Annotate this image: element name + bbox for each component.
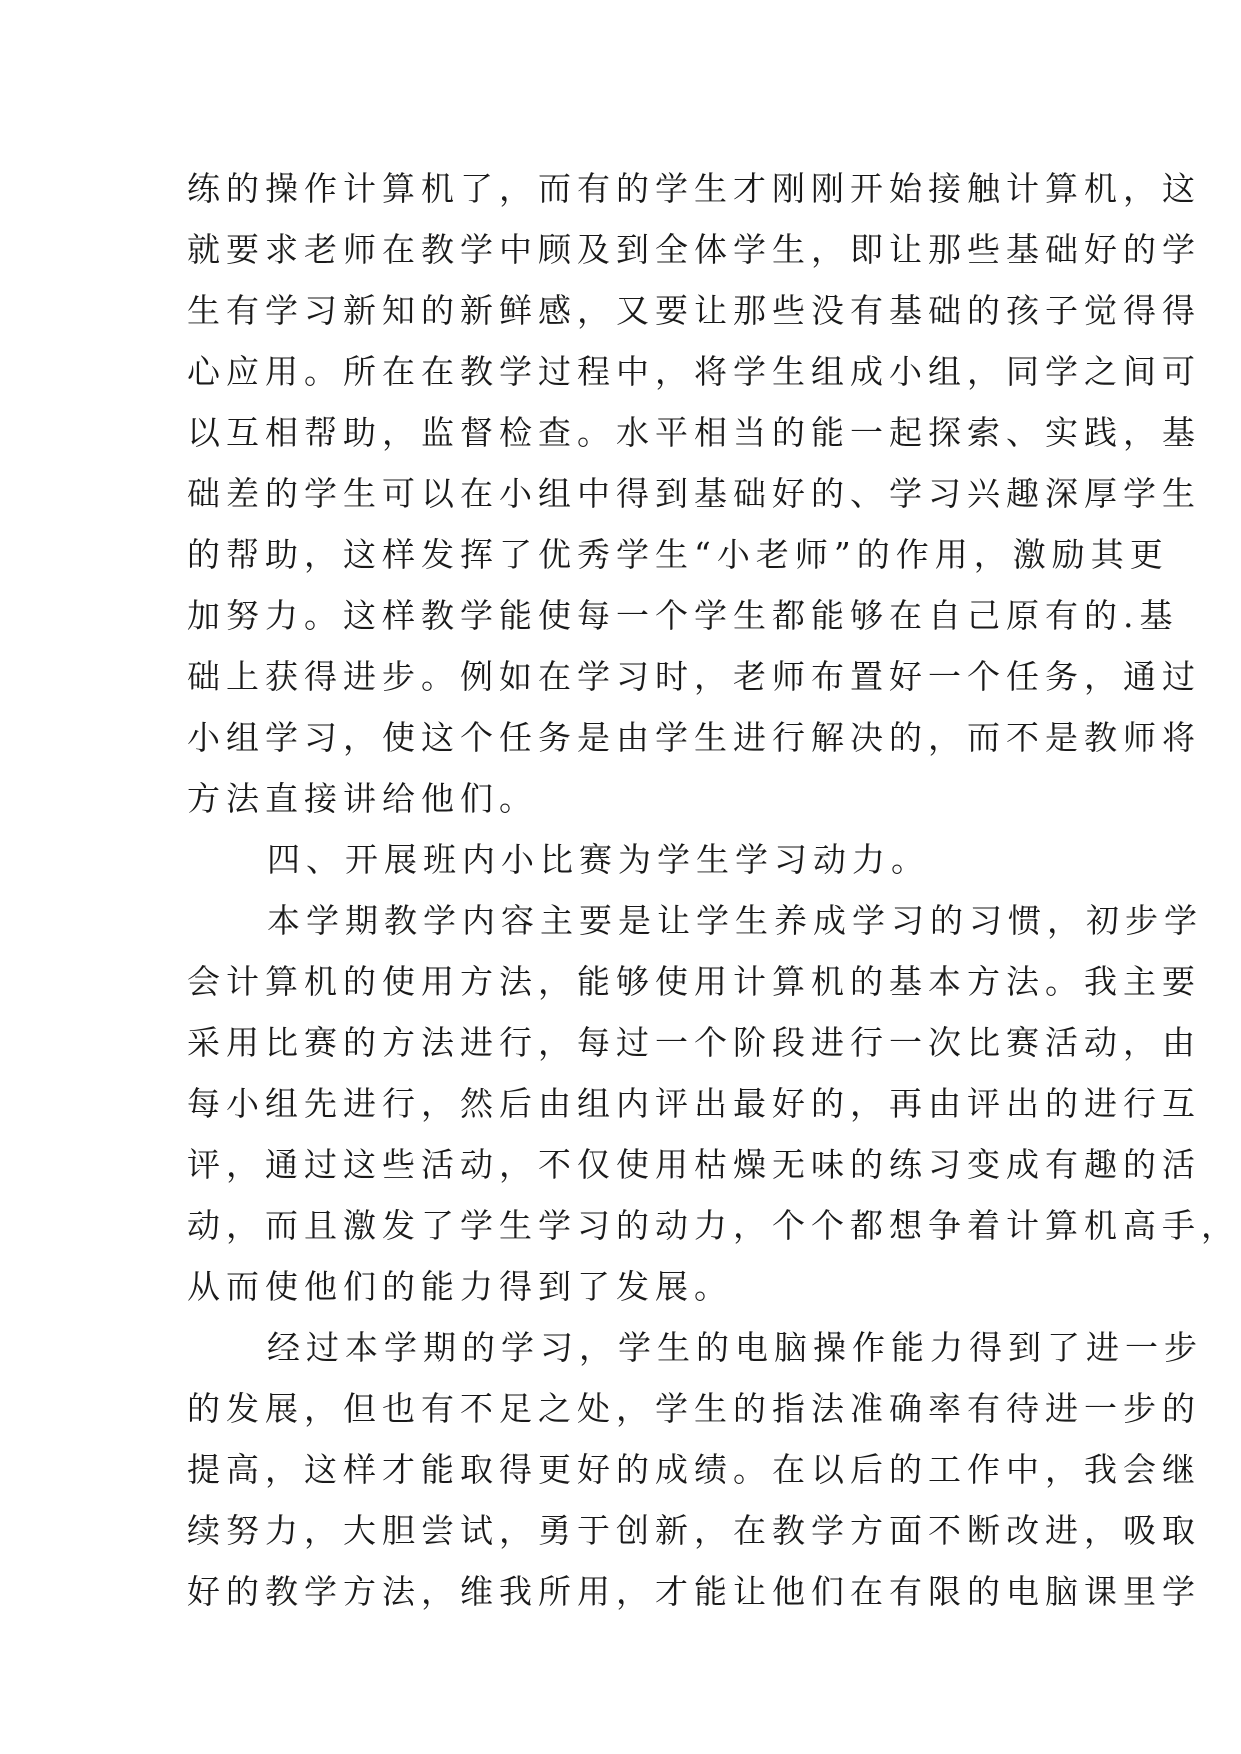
text-line: 从而使他们的能力得到了发展。	[187, 1267, 733, 1306]
text-line: 小组学习，使这个任务是由学生进行解决的，而不是教师将	[187, 718, 1201, 757]
text-line: 采用比赛的方法进行，每过一个阶段进行一次比赛活动，由	[187, 1023, 1201, 1062]
body-text	[187, 158, 1240, 1622]
text-line: 本学期教学内容主要是让学生养成学习的习惯，初步学	[267, 901, 1203, 940]
text-line: 每小组先进行，然后由组内评出最好的，再由评出的进行互	[187, 1084, 1201, 1123]
text-line: 生有学习新知的新鲜感，又要让那些没有基础的孩子觉得得	[187, 291, 1201, 330]
text-line: 的帮助，这样发挥了优秀学生“小老师”的作用，激励其更	[187, 535, 1169, 574]
text-line: 续努力，大胆尝试，勇于创新，在教学方面不断改进，吸取	[187, 1511, 1201, 1550]
text-line: 础差的学生可以在小组中得到基础好的、学习兴趣深厚学生	[187, 474, 1201, 513]
text-line: 好的教学方法，维我所用，才能让他们在有限的电脑课里学	[187, 1572, 1201, 1611]
text-line: 动，而且激发了学生学习的动力，个个都想争着计算机高手，	[187, 1206, 1240, 1245]
text-line: 方法直接讲给他们。	[187, 779, 538, 818]
text-line: 础上获得进步。例如在学习时，老师布置好一个任务，通过	[187, 657, 1201, 696]
section-heading: 四、开展班内小比赛为学生学习动力。	[267, 840, 930, 879]
text-line: 以互相帮助，监督检查。水平相当的能一起探索、实践，基	[187, 413, 1201, 452]
text-line: 经过本学期的学习，学生的电脑操作能力得到了进一步	[267, 1328, 1203, 1367]
text-line: 提高，这样才能取得更好的成绩。在以后的工作中，我会继	[187, 1450, 1201, 1489]
text-line: 练的操作计算机了，而有的学生才刚刚开始接触计算机，这	[187, 169, 1201, 208]
text-line: 会计算机的使用方法，能够使用计算机的基本方法。我主要	[187, 962, 1201, 1001]
text-line: 心应用。所在在教学过程中，将学生组成小组，同学之间可	[187, 352, 1201, 391]
text-line: 就要求老师在教学中顾及到全体学生，即让那些基础好的学	[187, 230, 1201, 269]
text-line: 的发展，但也有不足之处，学生的指法准确率有待进一步的	[187, 1389, 1201, 1428]
text-line: 评，通过这些活动，不仅使用枯燥无味的练习变成有趣的活	[187, 1145, 1201, 1184]
text-line: 加努力。这样教学能使每一个学生都能够在自己原有的.基	[187, 596, 1179, 635]
